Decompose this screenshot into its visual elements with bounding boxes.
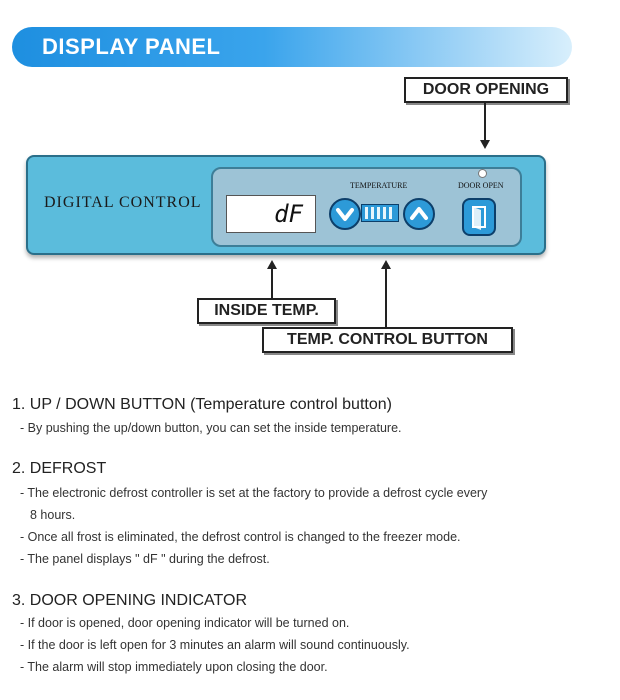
- door-opening-arrow: [484, 101, 486, 147]
- door-opening-callout: DOOR OPENING: [404, 77, 568, 103]
- display-value: dF: [274, 200, 303, 228]
- section-2-item: - The electronic defrost controller is set at the factory to provide a defrost cycle every: [20, 486, 488, 500]
- section-3-item: - The alarm will stop immediately upon closing the door.: [20, 660, 328, 674]
- section-3-title: 3. DOOR OPENING INDICATOR: [12, 592, 247, 609]
- temperature-level-bar: [361, 204, 399, 222]
- door-open-led: [478, 169, 487, 178]
- page-title: DISPLAY PANEL: [42, 34, 221, 59]
- digital-control-label: DIGITAL CONTROL: [44, 194, 202, 211]
- inside-temp-arrow: [271, 262, 273, 298]
- temperature-display: [226, 195, 316, 233]
- chevron-down-icon: [331, 200, 359, 228]
- section-3-item: - If door is opened, door opening indicator will be turned on.: [20, 616, 350, 630]
- section-2-item: 8 hours.: [30, 508, 76, 522]
- temp-control-callout: TEMP. CONTROL BUTTON: [262, 327, 513, 353]
- door-open-label: DOOR OPEN: [458, 181, 504, 190]
- section-2-item: - Once all frost is eliminated, the defrost control is changed to the freezer mode.: [20, 530, 461, 544]
- temp-control-arrow: [385, 262, 387, 327]
- temperature-label: TEMPERATURE: [350, 181, 408, 190]
- section-3-item: - If the door is left open for 3 minutes an alarm will sound continuously.: [20, 638, 410, 652]
- header-banner: [12, 27, 572, 67]
- section-2-title: 2. DEFROST: [12, 460, 107, 477]
- section-1-title: 1. UP / DOWN BUTTON (Temperature control button): [12, 396, 392, 413]
- inside-temp-callout: INSIDE TEMP.: [197, 298, 336, 324]
- chevron-up-icon: [405, 200, 433, 228]
- section-2-item: - The panel displays " dF " during the defrost.: [20, 552, 270, 566]
- temperature-down-button[interactable]: [329, 198, 361, 230]
- door-open-indicator: [462, 198, 496, 236]
- section-1-item: - By pushing the up/down button, you can set the inside temperature.: [20, 421, 402, 435]
- temperature-up-button[interactable]: [403, 198, 435, 230]
- door-icon: [464, 200, 494, 234]
